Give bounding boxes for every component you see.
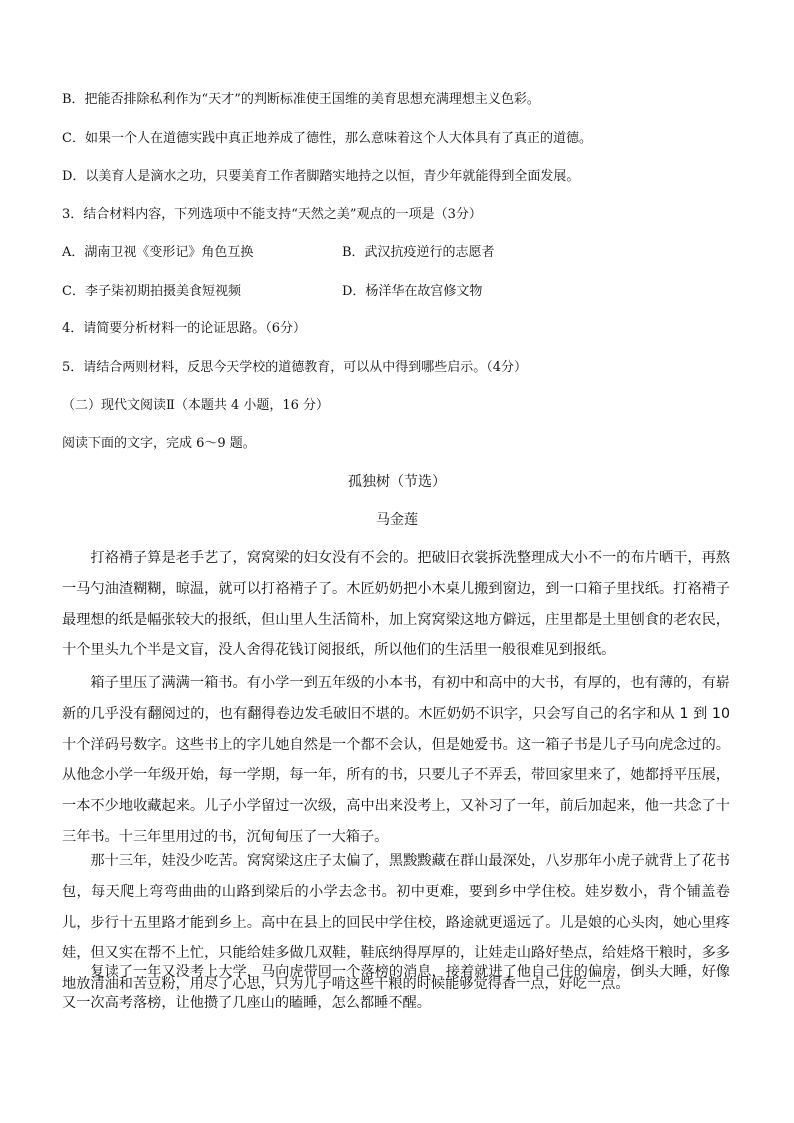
article-author: 马金莲 [376,512,418,528]
option-d: D．以美育人是滴水之功，只要美育工作者脚踏实地持之以恒，青少年就能得到全面发展。 [62,169,580,184]
question-3-option-a: A．湖南卫视《变形记》角色互换 [62,245,254,260]
question-3-option-d: D．杨洋华在故宫修文物 [342,284,483,299]
option-b: B．把能否排除私利作为“天才”的判断标准使王国维的美育思想充满理想主义色彩。 [62,92,540,107]
article-title: 孤独树（节选） [348,474,446,490]
question-4: 4．请简要分析材料一的论证思路。（6分） [62,321,307,336]
section-heading: （二）现代文阅读Ⅱ（本题共 4 小题，16 分） [62,398,330,413]
option-c: C．如果一个人在道德实践中真正地养成了德性，那么意味着这个人大体具有了真正的道德。 [62,131,592,146]
section-instruction: 阅读下面的文字，完成 6～9 题。 [62,436,256,451]
question-3-option-b: B．武汉抗疫逆行的志愿者 [342,245,495,260]
article-paragraph: 复读了一年又没考上大学，马向虎带回一个落榜的消息，接着就进了他自己住的偏房，倒头大睡，好像又一次高考落榜，让他攒了几座山的瞌睡，怎么都睡不醒。 [62,964,730,1011]
article-paragraph: 打袼褙子算是老手艺了，窝窝梁的妇女没有不会的。把破旧衣裳拆洗整理成大小不一的布片晒干，再熬一马勺油渣糊糊，晾温，就可以打袼褙子了。木匠奶奶把小木桌儿搬到窗边，到一口箱子里找纸。打袼褙子最理想的纸是幅张较大的报纸，但山里人生活简朴，加上窝窝梁这地方僻远，庄里都是土里刨食的老农民，十个里头九个半是文盲，没人舍得花钱订阅报纸，所以他们的生活里一般很难见到报纸。 [62,550,730,659]
article-paragraph: 那十三年，娃没少吃苦。窝窝梁这庄子太偏了，黑黢黢藏在群山最深处，八岁那年小虎子就背上了花书包，每天爬上弯弯曲曲的山路到梁后的小学去念书。初中更难，要到乡中学住校。娃岁数小，背个铺盖卷儿，步行十五里路才能到乡上。高中在县上的回民中学住校，路途就更遥远了。儿是娘的心头肉，她心里疼娃，但又实在帮不上忙，只能给娃多做几双鞋，鞋底纳得厚厚的，让娃走山路好垫点，给娃烙干粮时，多多地放清油和苦豆粉，用尽了心思，只为儿子啃这些干粮的时候能够觉得香一点，好吃一点。 [62,853,730,993]
question-3-stem: 3．结合材料内容，下列选项中不能支持“天然之美”观点的一项是（3分） [62,207,482,222]
question-5: 5．请结合两则材料，反思今天学校的道德教育，可以从中得到哪些启示。（4分） [62,360,528,375]
article-paragraph: 箱子里压了满满一箱书。有小学一到五年级的小本书，有初中和高中的大书，有厚的，也有薄的，有崭新的几乎没有翻阅过的，也有翻得卷边发毛破旧不堪的。木匠奶奶不识字，只会写自己的名字和从 1 到 10 十个洋码号数字。这些书上的字儿她自然是一个都不会认，但是她爱书。这一箱子书是儿子马向虎念过的。从他念小学一年级开始，每一学期，每一年，所有的书，只要儿子不弄丢，带回家里来了，她都捋平压展，一本不少地收藏起来。儿子小学留过一次级，高中出来没考上，又补习了一年，前后加起来，他一共念了十三年书。十三年里用过的书，沉甸甸压了一大箱子。 [62,675,730,845]
question-3-option-c: C．李子柒初期拍摄美食短视频 [62,284,241,299]
